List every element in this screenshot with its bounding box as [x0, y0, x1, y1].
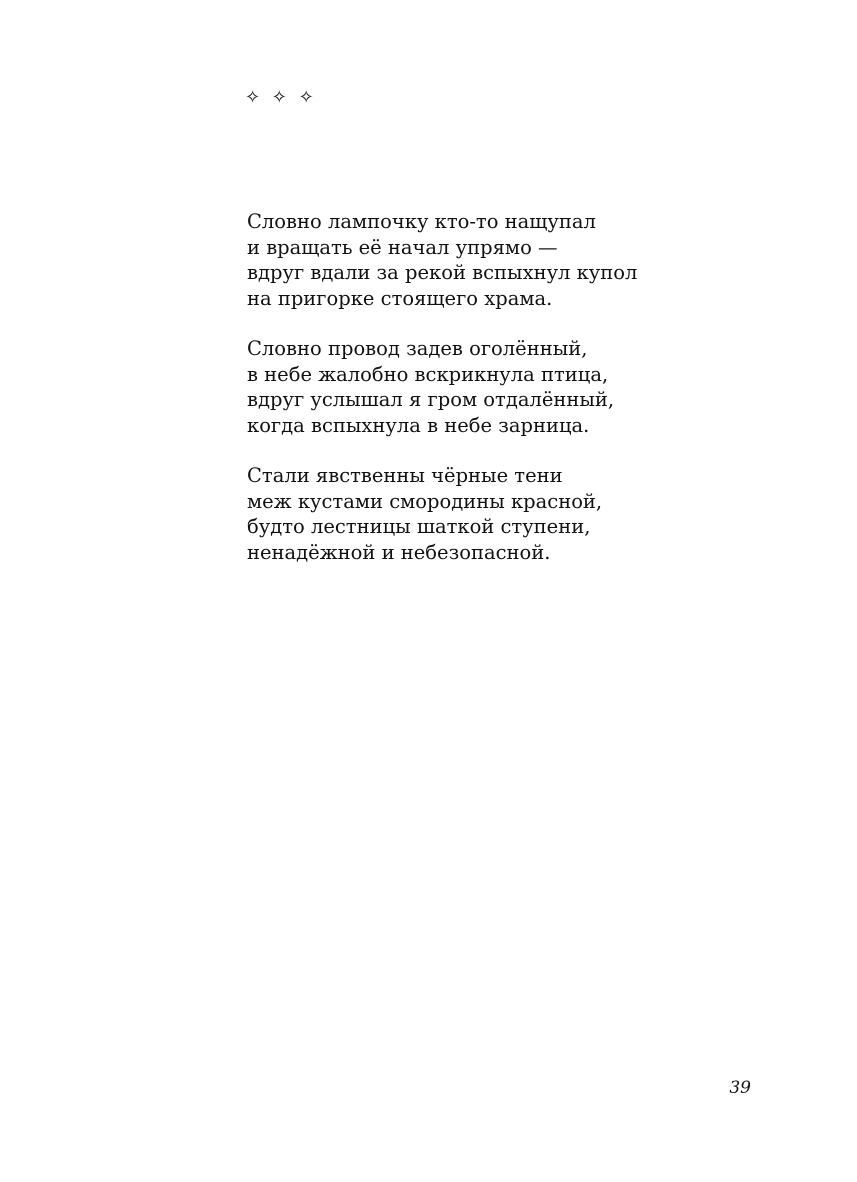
- poem-line: вдруг вдали за рекой вспыхнул купол: [247, 261, 638, 284]
- poem-line: вдруг услышал я гром отдалённый,: [247, 388, 615, 411]
- poem-line: на пригорке стоящего храма.: [247, 286, 553, 310]
- poem-line: меж кустами смородины красной,: [247, 489, 603, 513]
- stanza-2: [247, 336, 807, 438]
- poem: [247, 209, 807, 590]
- page-number: 39: [729, 1078, 751, 1098]
- poem-line: Стали явственны чёрные тени: [247, 464, 563, 487]
- poem-line: Словно лампочку кто-то нащупал: [247, 210, 596, 233]
- poem-line: в небе жалобно вскрикнула птица,: [247, 362, 609, 386]
- poem-line: когда вспыхнула в небе зарница.: [247, 413, 590, 437]
- section-ornament: ✧ ✧ ✧: [245, 87, 317, 108]
- poem-line: Словно провод задев оголённый,: [247, 337, 588, 360]
- poem-line: и вращать её начал упрямо —: [247, 235, 558, 259]
- poem-line: ненадёжной и небезопасной.: [247, 540, 551, 564]
- stanza-3: [247, 463, 807, 565]
- stanza-1: [247, 209, 807, 311]
- poem-line: будто лестницы шаткой ступени,: [247, 515, 591, 538]
